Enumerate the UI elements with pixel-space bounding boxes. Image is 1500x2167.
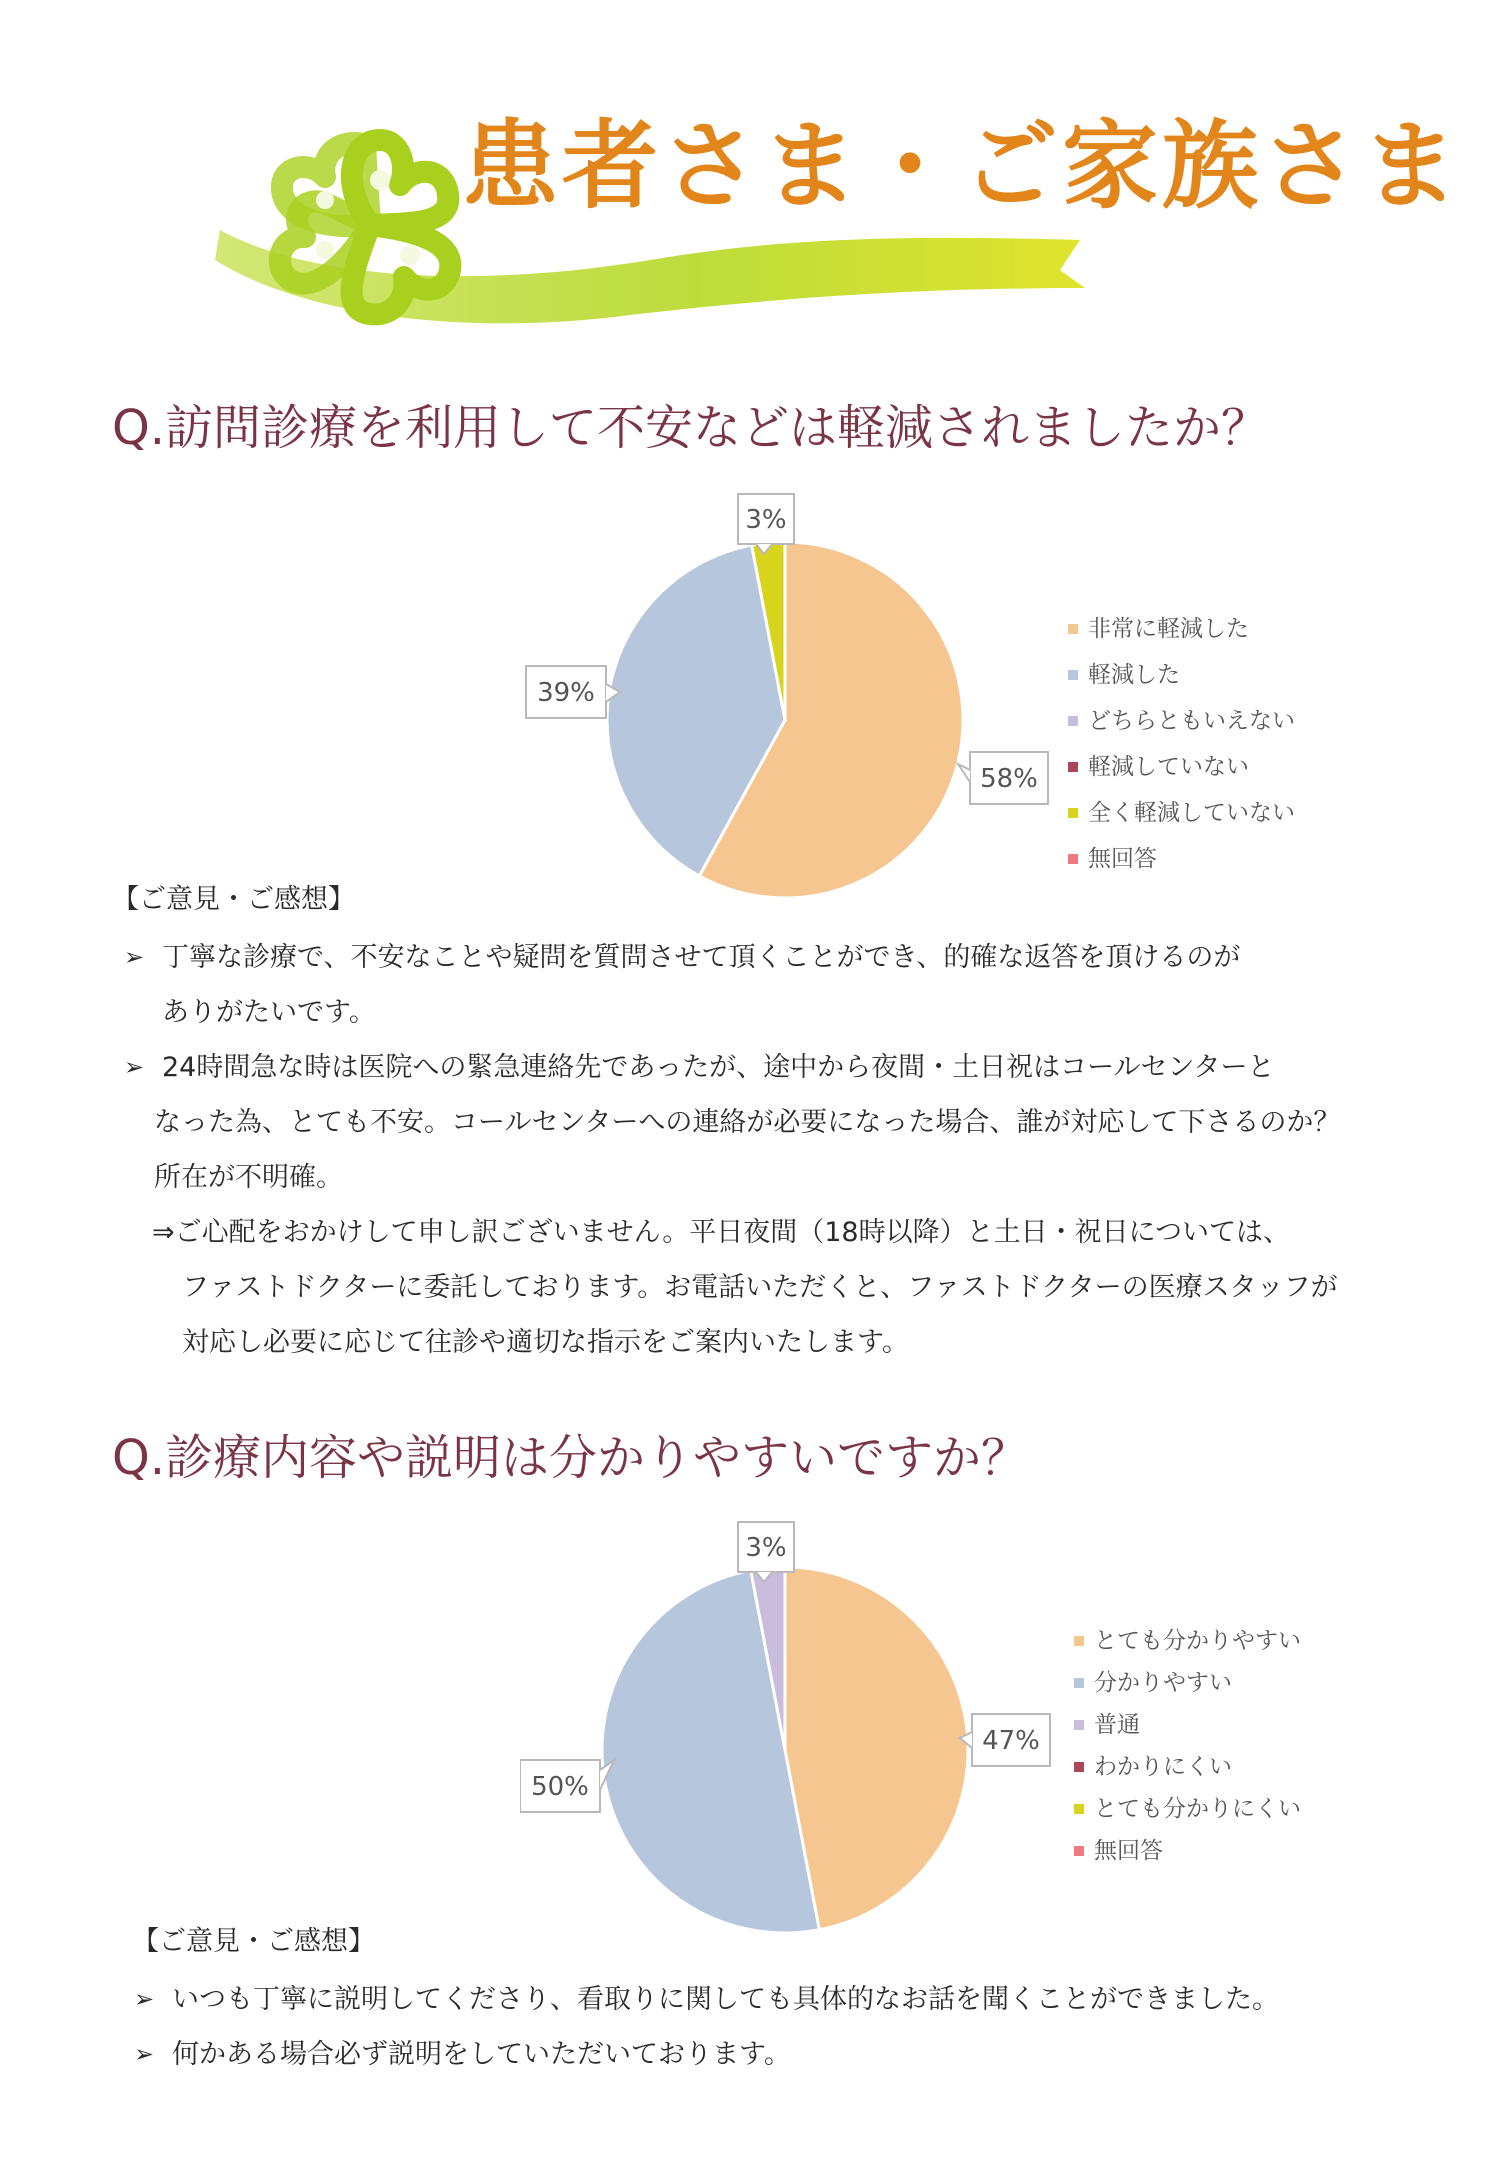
pie-chart-1 [520, 480, 1080, 920]
data-label [520, 1760, 614, 1812]
bullet-arrow-icon: ➢ [124, 1053, 145, 1081]
data-label [738, 1522, 794, 1582]
legend-swatch [1074, 1804, 1084, 1814]
svg-text:58%: 58% [980, 764, 1038, 794]
legend-swatch [1068, 670, 1078, 680]
data-label [526, 666, 620, 718]
svg-text:50%: 50% [531, 1772, 589, 1802]
legend-swatch [1068, 716, 1078, 726]
pie-chart-2 [520, 1500, 1080, 1940]
reply-text: ⇒ご心配をおかけして申し訳ございません。平日夜間（18時以降）と土日・祝日については、 ファストドクターに委託しております。お電話いただくと、ファストドクターの医療スタッフが 対応し必要に応じて往診や適切な指示をご案内いたします。 [152, 1217, 1338, 1358]
comments-heading-2: 【ご意見・ご感想】 [132, 1926, 375, 1957]
pie-slice [785, 1567, 968, 1930]
data-label [960, 1714, 1050, 1766]
legend-swatch [1074, 1762, 1084, 1772]
page-title: 患者さま・ご家族さま [462, 110, 1462, 222]
legend-swatch [1074, 1846, 1084, 1856]
bullet-arrow-icon: ➢ [124, 943, 145, 971]
data-label [738, 494, 794, 554]
legend-swatch [1068, 808, 1078, 818]
legend-1: 非常に軽減した 軽減した どちらともいえない 軽減していない 全く軽減していない 無回答 [1068, 618, 1328, 888]
comment-item: ➢ 24時間急な時は医院への緊急連絡先であったが、途中から夜間・土日祝はコールセンターと なった為、とても不安。コールセンターへの連絡が必要になった場合、誰が対応して下さるのか？ 所在が不明確。 [124, 1040, 1424, 1205]
svg-text:3%: 3% [745, 1533, 787, 1563]
legend-swatch [1074, 1720, 1084, 1730]
legend-swatch [1068, 624, 1078, 634]
bullet-arrow-icon: ➢ [134, 2040, 155, 2068]
data-label [958, 752, 1048, 804]
svg-text:3%: 3% [745, 505, 787, 535]
legend-swatch [1068, 762, 1078, 772]
svg-text:39%: 39% [537, 678, 595, 708]
legend-swatch [1068, 854, 1078, 864]
legend-swatch [1074, 1678, 1084, 1688]
comment-item: ➢ 何かある場合必ず説明をしていただいております。 [134, 2027, 1374, 2082]
comments-heading-1: 【ご意見・ご感想】 [112, 884, 355, 915]
question-1: Q.訪問診療を利用して不安などは軽減されましたか？ [112, 400, 1270, 456]
legend-2: とても分かりやすい 分かりやすい 普通 わかりにくい とても分かりにくい 無回答 [1074, 1630, 1334, 1890]
question-2: Q.診療内容や説明は分かりやすいですか？ [112, 1430, 1030, 1486]
bullet-arrow-icon: ➢ [134, 1985, 155, 2013]
comment-item: ➢ 丁寧な診療で、不安なことや疑問を質問させて頂くことができ、的確な返答を頂けるのが ありがたいです。 [124, 930, 1364, 1040]
legend-swatch [1074, 1636, 1084, 1646]
svg-text:47%: 47% [982, 1726, 1040, 1756]
comment-item: ➢ いつも丁寧に説明してくださり、看取りに関しても具体的なお話を聞くことができました。 [134, 1972, 1374, 2027]
